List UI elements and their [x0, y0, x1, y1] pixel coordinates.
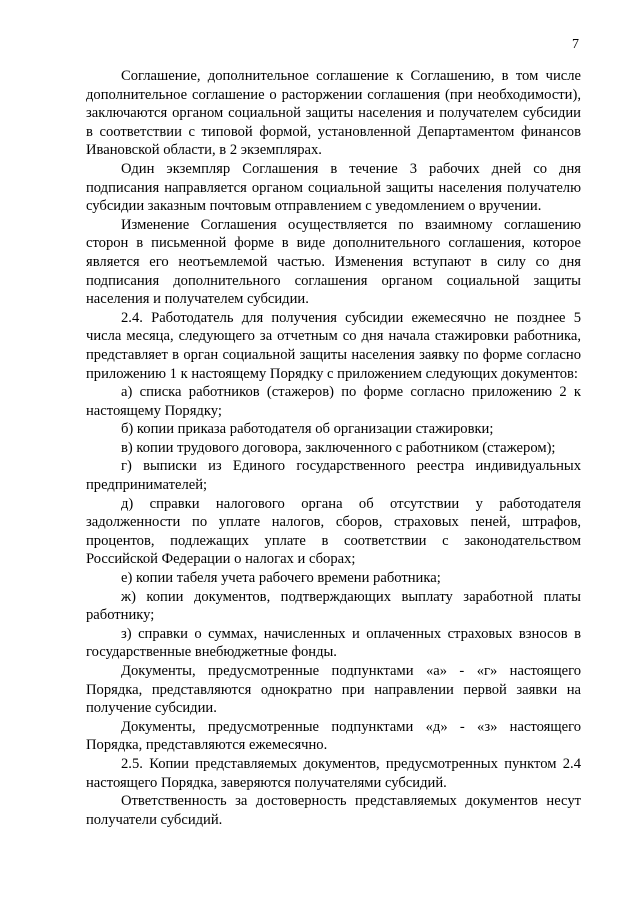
list-item-b: б) копии приказа работодателя об организации стажировки; [121, 421, 494, 438]
paragraph-documents-monthly: Документы, предусмотренные подпунктами «д» - «з» настоящего Порядка, представляются ежемесячно. [86, 718, 581, 754]
paragraph-documents-once: Документы, предусмотренные подпунктами «а» - «г» настоящего Порядка, представляются однократно при направлении первой заявки на получение субсидии. [86, 663, 581, 717]
page-number: 7 [572, 37, 579, 52]
paragraph-2-5: 2.5. Копии представляемых документов, предусмотренных пунктом 2.4 настоящего Порядка, заверяются получателями субсидий. [86, 755, 581, 791]
list-item-zh: ж) копии документов, подтверждающих выплату заработной платы работнику; [86, 588, 581, 624]
paragraph-agreement-change: Изменение Соглашения осуществляется по взаимному соглашению сторон в письменной форме в виде дополнительного соглашения, которое является его неотъемлемой частью. Изменения вступают в силу со дня подписания дополнительного соглашения органом социальной защиты населения и получателем субсидии. [86, 216, 581, 308]
list-item-d: д) справки налогового органа об отсутствии у работодателя задолженности по уплате налогов, сборов, страховых пеней, штрафов, процентов, подлежащих уплате в соответствии с законодательством Российской Федерации о налогах и сборах; [86, 495, 581, 568]
document-body [86, 67, 581, 829]
paragraph-2-4: 2.4. Работодатель для получения субсидии ежемесячно не позднее 5 числа месяца, следующего за отчетным со дня начала стажировки работника, представляет в орган социальной защиты населения заявку по форме согласно приложению 1 к настоящему Порядку с приложением следующих документов: [86, 309, 581, 382]
list-item-e: е) копии табеля учета рабочего времени работника; [121, 570, 441, 587]
list-item-a: а) списка работников (стажеров) по форме согласно приложению 2 к настоящему Порядку; [86, 384, 581, 419]
list-item-v: в) копии трудового договора, заключенного с работником (стажером); [121, 439, 556, 456]
paragraph-agreement-copy: Один экземпляр Соглашения в течение 3 рабочих дней со дня подписания направляется органом социальной защиты населения получателю субсидии заказным почтовым отправлением с уведомлением о вручении. [86, 160, 581, 215]
list-item-g: г) выписки из Единого государственного реестра индивидуальных предпринимателей; [86, 458, 581, 494]
paragraph-agreement-conclusion: Соглашение, дополнительное соглашение к Соглашению, в том числе дополнительное соглашение о расторжении соглашения (при необходимости), заключаются органом социальной защиты населения и получателем субсидии в соответствии с типовой формой, установленной Департаментом финансов Ивановской области, в 2 экземплярах. [86, 68, 581, 159]
paragraph-responsibility: Ответственность за достоверность представляемых документов несут получатели субсидий. [86, 793, 581, 828]
list-item-z: з) справки о суммах, начисленных и оплаченных страховых взносов в государственные внебюджетные фонды. [86, 625, 581, 661]
